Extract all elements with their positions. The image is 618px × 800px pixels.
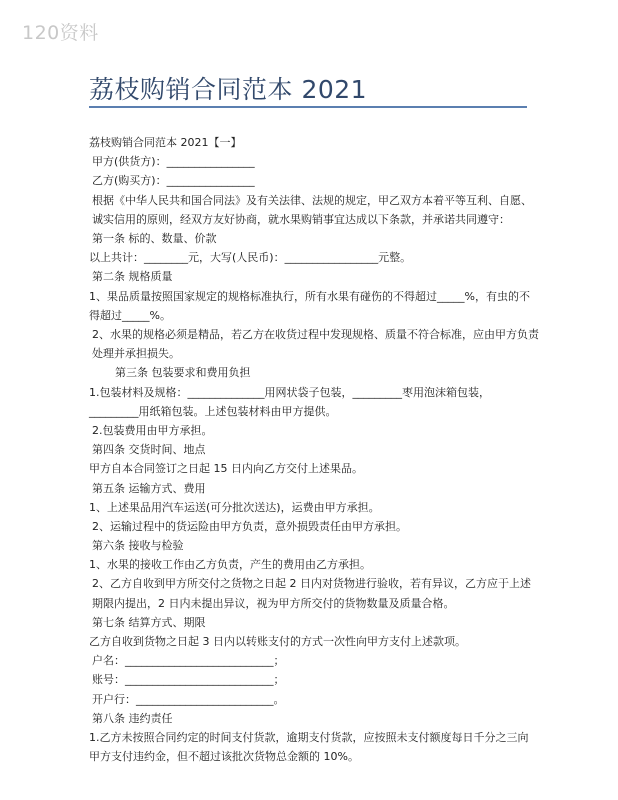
transport-clause-1: 1、上述果品用汽车运送(可分批次送达)，运费由甲方承担。 [89, 500, 380, 514]
account-number-line: 账号：___________________________； [92, 673, 285, 687]
party-a-line: 甲方(供货方)：________________ [92, 155, 255, 169]
article-5-heading: 第五条 运输方式、费用 [92, 481, 206, 495]
packaging-clause-1: 1.包装材料及规格：______________用网状袋子包装，_________枣用泡沫箱包装，_________用纸箱包装。上述包装材料由甲方提供。 [89, 385, 490, 418]
title-underline [89, 106, 527, 108]
bank-line: 开户行：_________________________。 [92, 692, 285, 706]
account-name-line: 户名：___________________________； [92, 654, 285, 668]
article-2-heading: 第二条 规格质量 [92, 270, 173, 284]
preamble-paragraph: 根据《中华人民共和国合同法》及有关法律、法规的规定，甲乙双方本着平等互利、自愿、诚实信用的原则，经双方友好协商，就水果购销事宜达成以下条款，并承诺共同遵守： [92, 193, 532, 226]
quality-clause-1: 1、果品质量按照国家规定的规格标准执行，所有水果有碰伤的不得超过_____%，有虫的不得超过_____%。 [89, 289, 530, 322]
settlement-clause: 乙方自收到货物之日起 3 日内以转账支付的方式一次性向甲方支付上述款项。 [89, 635, 466, 649]
article-1-heading: 第一条 标的、数量、价款 [92, 231, 217, 245]
total-price-line: 以上共计：________元，大写(人民币)：_________________元整。 [89, 251, 412, 265]
article-7-heading: 第七条 结算方式、期限 [92, 615, 206, 629]
inspection-clause-2: 2、乙方自收到甲方所交付之货物之日起 2 日内对货物进行验收，若有异议，乙方应于上述期限内提出，2 日内未提出异议，视为甲方所交付的货物数量及质量合格。 [92, 577, 531, 610]
transport-clause-2: 2、运输过程中的货运险由甲方负责，意外损毁责任由甲方承担。 [92, 519, 407, 533]
watermark: 120资料 [22, 22, 99, 44]
article-3-heading: 第三条 包装要求和费用负担 [115, 366, 251, 380]
party-b-line: 乙方(购买方)：________________ [92, 174, 255, 188]
packaging-clause-2: 2.包装费用由甲方承担。 [92, 423, 213, 437]
delivery-clause: 甲方自本合同签订之日起 15 日内向乙方交付上述果品。 [89, 462, 363, 476]
contract-body [89, 133, 539, 766]
inspection-clause-1: 1、水果的接收工作由乙方负责，产生的费用由乙方承担。 [89, 558, 371, 572]
breach-clause-1: 1.乙方未按照合同约定的时间支付货款，逾期支付货款，应按照未支付额度每日千分之三向甲方支付违约金，但不超过该批次货物总金额的 10%。 [89, 730, 529, 764]
article-6-heading: 第六条 接收与检验 [92, 539, 184, 553]
document-title: 荔枝购销合同范本 2021 [89, 75, 368, 104]
contract-heading: 荔枝购销合同范本 2021【一】 [89, 136, 242, 149]
article-8-heading: 第八条 违约责任 [92, 711, 173, 725]
quality-clause-2: 2、水果的规格必须是精品，若乙方在收货过程中发现规格、质量不符合标准，应由甲方负责处理并承担损失。 [92, 327, 539, 361]
article-4-heading: 第四条 交货时间、地点 [92, 443, 206, 457]
